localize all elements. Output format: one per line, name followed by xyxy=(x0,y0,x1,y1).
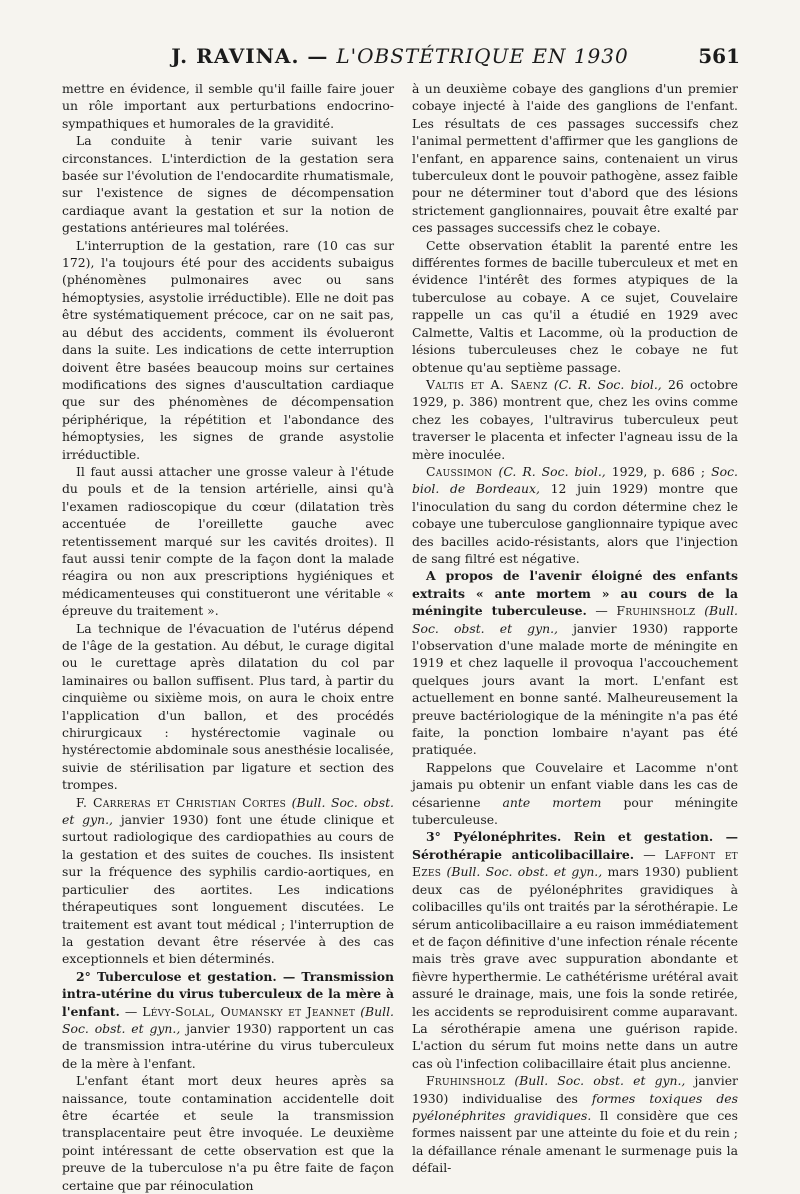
citation-journal: (Bull. Soc. obst. et gyn., xyxy=(62,794,394,828)
section-heading: 3° Pyélonéphrites. Rein et gestation. — Sérothérapie anticolibacillaire. xyxy=(412,829,738,862)
paragraph-text: janvier 1930) rapportent un cas de transmission intra-utérine du virus tuberculeux de la mère à l'enfant. xyxy=(62,1020,394,1071)
paragraph-text: janvier 1930) font une étude clinique et surtout radiologique des cardiopathies au cours de la gestation et des suites de couches. Ils insistent sur la fréquence des syphilis cardio-aortiques, en particulier des aortites. Les indications thérapeutiques sont longuement discutées. Le traitement est avant tout médical ; l'interruption de la gestation devant être réservée à des cas exceptionnels et bien déterminés. xyxy=(62,812,394,967)
title-dash: — xyxy=(307,44,329,68)
emphasis-text: formes toxiques des pyélonéphrites gravidiques. xyxy=(412,1090,738,1123)
citation-authors: Fruhinsholz xyxy=(426,1073,506,1089)
right-paragraph-5 xyxy=(412,567,738,758)
citation-journal-2: Soc. biol. de Bordeaux, xyxy=(412,463,738,497)
journal-title: L'OBSTÉTRIQUE EN 1930 xyxy=(336,44,629,68)
right-paragraph-3 xyxy=(412,376,738,463)
paragraph-text: 26 octobre 1929, p. 386) montrent que, chez les ovins comme chez les cobayes, l'ultravirus tuberculeux peut traverser le placenta et infecter l'agneau issu de la mère inoculée. xyxy=(412,376,738,462)
left-column xyxy=(62,80,394,1194)
section-heading: A propos de l'avenir éloigné des enfants extraits « ante mortem » au cours de la méningite tuberculeuse. xyxy=(412,568,738,619)
citation-journal: (Bull. Soc. obst. et gyn., xyxy=(446,864,603,880)
right-paragraph-1: à un deuxième cobaye des ganglions d'un premier cobaye injecté à l'aide des ganglions de l'enfant. Les résultats de ces passages successifs chez l'animal permettent d'affirmer que les ganglions de l'enfant, en apparence sains, contenaient un virus tuberculeux dont le pouvoir pathogène, assez faible pour ne déterminer tout d'abord que des lésions strictement ganglionnaires, pouvait être exalté par ces passages successifs chez le cobaye. xyxy=(412,81,738,236)
citation-journal: (Bull. Soc. obst. et gyn., xyxy=(62,1003,394,1036)
paragraph-text: 12 juin 1929) montre que l'inoculation du sang du cordon détermine chez le cobaye une tuberculose ganglionnaire typique avec des bacilles acido-résistants, alors que l'injection de sang filtré est négative. xyxy=(412,481,738,566)
citation-journal: (Bull. Soc. obst. et gyn., xyxy=(412,603,738,636)
citation-authors: Caussimon xyxy=(426,463,493,479)
citation-journal: (C. R. Soc. biol., xyxy=(553,376,662,392)
citation-authors: Valtis et A. Saenz xyxy=(426,376,548,392)
citation-journal: (C. R. Soc. biol., xyxy=(498,463,606,479)
paragraph-text-end: pour méningite tuberculeuse. xyxy=(412,794,738,828)
heading-dash: — xyxy=(595,603,608,619)
left-paragraph-7 xyxy=(62,968,394,1072)
running-header xyxy=(60,44,740,76)
right-paragraph-4 xyxy=(412,463,738,567)
paragraph-text: Rappelons que Couvelaire et Lacomme n'ont jamais pu obtenir un enfant viable dans les cas de césarienne xyxy=(412,759,738,810)
citation-journal: (Bull. Soc. obst. et gyn., xyxy=(514,1073,686,1089)
citation-date: janvier 1930) individualise des xyxy=(412,1073,738,1106)
citation-year: 1929, p. 686 ; xyxy=(611,463,706,479)
right-paragraph-6 xyxy=(412,759,738,829)
section-heading: 2° Tuberculose et gestation. — Transmission intra-utérine du virus tuberculeux de la mère à l'enfant. xyxy=(62,968,394,1019)
right-paragraph-2: Cette observation établit la parenté entre les différentes formes de bacille tuberculeux et met en évidence l'intérêt des formes atypiques de la tuberculose au cobaye. A ce sujet, Couvelaire rappelle un cas qu'il a étudié en 1929 avec Calmette, Valtis et Lacomme, où la production de lésions tuberculeuses chez le cobaye ne fut obtenue qu'au septième passage. xyxy=(412,237,738,375)
paragraph-text: Il considère que ces formes naissent par une atteinte du foie et du rein ; la défaillance rénale amenant le surmenage puis la défail- xyxy=(412,1107,738,1176)
left-paragraph-6 xyxy=(62,794,394,968)
left-paragraph-4: Il faut aussi attacher une grosse valeur à l'étude du pouls et de la tension artérielle, ainsi qu'à l'examen radioscopique du cœur (dilatation très accentuée de l'oreillette gauche avec retentissement marqué sur les cavités droites). Il faut aussi tenir compte de la façon dont la malade réagira ou non aux prescriptions hygiéniques et médicamenteuses qui constitueront une véritable « épreuve du traitement ». xyxy=(62,463,394,619)
left-paragraph-5: La technique de l'évacuation de l'utérus dépend de l'âge de la gestation. Au début, le curage digital ou le curettage après dilatation du col par laminaires ou ballon suffisent. Plus tard, à partir du cinquième ou sixième mois, on aura le choix entre l'application d'un ballon, et des procédés chirurgicaux : hystérectomie vaginale ou hystérectomie abdominale sous anesthésie localisée, suivie de stérilisation par ligature et section des trompes. xyxy=(62,620,394,793)
paragraph-text: janvier 1930) rapporte l'observation d'une malade morte de méningite en 1919 et chez laquelle il provoqua l'accouchement quelques jours avant la mort. L'enfant est actuellement en bonne santé. Malheureusement la preuve bactériologique de la méningite n'a pas été faite, la ponction lombaire n'ayant pas été pratiquée. xyxy=(412,620,738,758)
left-paragraph-1: mettre en évidence, il semble qu'il faille faire jouer un rôle important aux perturbations endocrino-sympathiques et humorales de la gravidité. xyxy=(62,81,394,131)
left-paragraph-3: L'interruption de la gestation, rare (10 cas sur 172), l'a toujours été pour des accidents subaigus (phénomènes pulmonaires avec ou sans hémoptysies, asystolie irréductible). Elle ne doit pas être systématiquement précoce, car on ne sait pas, au début des accidents, comment ils évolueront dans la suite. Les indications de cette interruption doivent être basées beaucoup moins sur certaines modifications des signes d'auscultation cardiaque que sur des phénomènes de décompensation périphérique, la répétition et l'abondance des hémoptysies, les signes de grande asystolie irréductible. xyxy=(62,237,394,462)
right-paragraph-8 xyxy=(412,1072,738,1176)
heading-dash: — xyxy=(124,1003,138,1019)
left-paragraph-2: La conduite à tenir varie suivant les circonstances. L'interdiction de la gestation sera basée sur l'évolution de l'endocardite rhumatismale, sur l'existence de signes de décompensation cardiaque avant la gestation et sur la notion de gestations antérieures mal tolérées. xyxy=(62,133,394,236)
author-name: J. RAVINA. xyxy=(171,44,300,68)
emphasis-text: ante mortem xyxy=(502,794,602,810)
paragraph-text: mars 1930) publient deux cas de pyélonéphrites gravidiques à colibacilles qu'ils ont traités par la sérothérapie. Le sérum anticolibacillaire a eu raison immédiatement et de façon définitive d'une infection rénale récente mais très grave avec suppuration abondante et fièvre hyperthermie. Le cathétérisme urétéral avait assuré le drainage, mais, une fois la sonde retirée, les accidents se reproduisirent comme auparavant. La sérothérapie amena une guérison rapide. L'action du sérum fut moins nette dans un autre cas où l'infection colibacillaire était plus ancienne. xyxy=(412,864,738,1071)
citation-authors: Fruhinsholz xyxy=(616,603,696,619)
running-title xyxy=(60,44,740,68)
right-column xyxy=(412,80,738,1177)
page-number: 561 xyxy=(698,44,740,68)
citation-authors: Laffont et Ezes xyxy=(412,846,738,880)
right-paragraph-7 xyxy=(412,828,738,1072)
citation-authors: Lévy-Solal, Oumansky et Jeannet xyxy=(142,1003,356,1019)
left-paragraph-8: L'enfant étant mort deux heures après sa naissance, toute contamination accidentelle doit être écartée et seule la transmission transplacentaire peut être invoquée. Le deuxième point intéressant de cette observation est que la preuve de la tuberculose n'a pu être faite de façon certaine que par réinoculation xyxy=(62,1073,394,1193)
heading-dash: — xyxy=(643,846,656,862)
citation-authors: F. Carreras et Christian Cortes xyxy=(76,794,287,810)
